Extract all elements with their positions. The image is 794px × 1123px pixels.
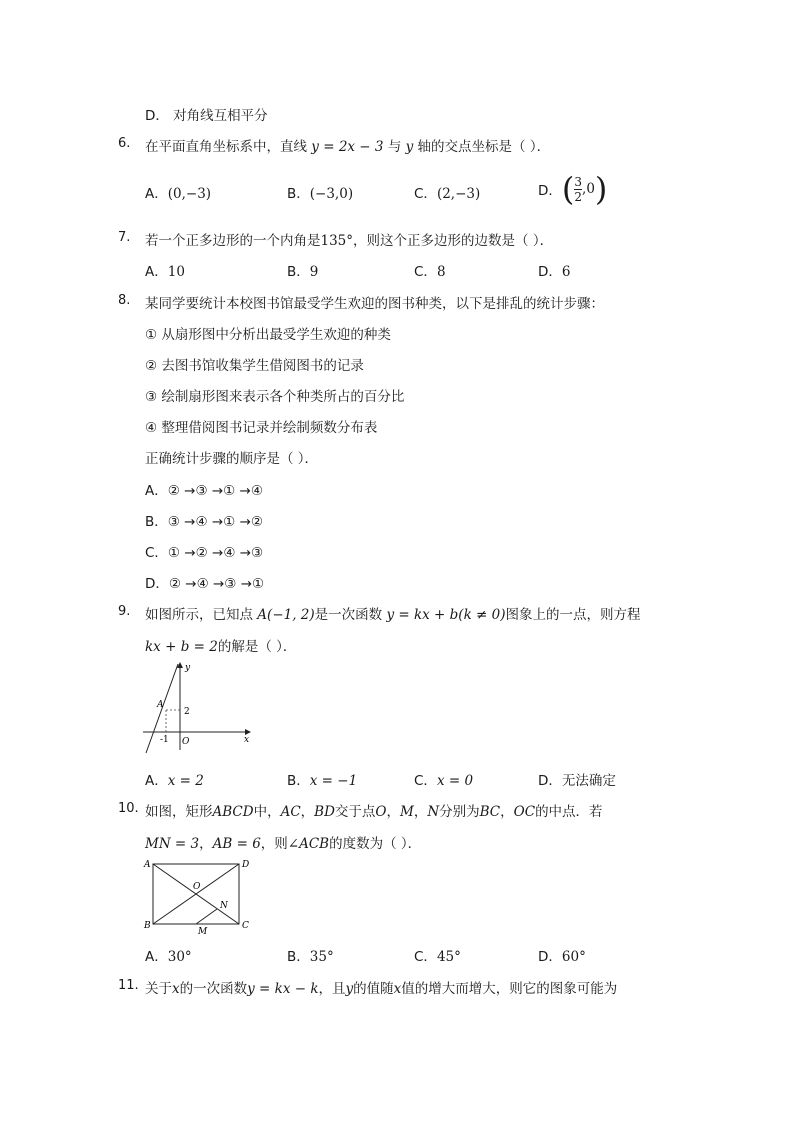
q10-option-b: B．35°	[287, 949, 334, 965]
q10-number: 10.	[118, 801, 139, 816]
q8-number: 8.	[118, 293, 131, 308]
q7-option-c: C．8	[414, 264, 446, 280]
q9-label-2: 2	[184, 707, 190, 717]
q7-stem-pre: 若一个正多边形的一个内角是	[145, 233, 321, 249]
q9-function: y = kx + b(k ≠ 0)	[386, 607, 506, 623]
q6-option-b-value: (−3,0)	[309, 186, 354, 202]
q8-option-b: B．③ →④ →① →②	[145, 514, 263, 530]
q6-option-c-value: (2,−3)	[436, 186, 481, 202]
q9-line-1	[145, 603, 641, 623]
q9-label-x: x	[244, 735, 250, 745]
q8-step-4: ④ 整理借阅图书记录并绘制频数分布表	[145, 420, 378, 436]
q6-stem-pre: 在平面直角坐标系中，直线	[145, 139, 307, 155]
q10-label-c: C	[242, 921, 249, 931]
q7-option-a: A．10	[145, 264, 185, 280]
q6-number: 6.	[118, 136, 131, 151]
q10-option-a: A．30°	[145, 949, 192, 965]
q6-paren-right: )	[594, 170, 608, 208]
q5-option-d: D． 对角线互相平分	[145, 108, 268, 124]
q7-stem	[145, 229, 553, 249]
q6-option-d-label: D．	[538, 183, 562, 199]
q6-frac-tail: ,0	[582, 181, 595, 197]
q6-option-c-label: C．	[414, 186, 437, 202]
q7-option-b: B．9	[287, 264, 319, 280]
q9-option-b: B．x = −1	[287, 773, 358, 789]
q7-option-d: D．6	[538, 264, 571, 280]
q9-point: A(−1, 2)	[257, 607, 315, 623]
q10-option-d: D．60°	[538, 949, 586, 965]
q10-segment-mn	[196, 909, 217, 924]
q9-equation: kx + b = 2	[145, 639, 218, 655]
q6-fraction	[574, 175, 582, 204]
q10-line-2: MN = 3，AB = 6，则∠ACB的度数为（ ）．	[145, 836, 422, 852]
q6-equation: y = 2x − 3	[311, 139, 384, 155]
q6-frac-num: 3	[574, 174, 583, 189]
q9-label-y: y	[185, 663, 191, 673]
q10-option-c: C．45°	[414, 949, 461, 965]
q11-number: 11.	[118, 978, 139, 993]
q6-option-a	[145, 182, 211, 202]
q8-question: 正确统计步骤的顺序是（ ）．	[145, 451, 319, 467]
q6-option-b	[287, 182, 353, 202]
q7-angle: 135°	[320, 233, 354, 249]
q10-label-m: M	[198, 927, 208, 936]
q6-option-a-value: (0,−3)	[167, 186, 212, 202]
q9-line2-post: 的解是（ ）．	[217, 639, 297, 655]
q10-label-a: A	[144, 860, 151, 870]
q6-option-a-label: A．	[145, 186, 168, 202]
q9-label-o: O	[182, 737, 190, 747]
q7-number: 7.	[118, 230, 131, 245]
q6-axis: y	[405, 139, 414, 155]
q6-stem-post: 轴的交点坐标是（ ）．	[417, 139, 551, 155]
q6-paren-left: (	[561, 170, 575, 208]
q6-option-c	[414, 182, 480, 202]
q8-option-a: A．② →③ →① →④	[145, 483, 263, 499]
q10-label-d: D	[242, 860, 250, 870]
q9-label-neg1: -1	[160, 735, 169, 745]
q10-figure	[140, 856, 260, 936]
q9-line1-pre: 如图所示，已知点	[145, 607, 253, 623]
q10-label-n: N	[220, 901, 228, 911]
q9-line-2	[145, 635, 296, 655]
q11-stem: 关于x的一次函数y = kx − k，且y的值随x值的增大而增大，则它的图象可能为	[145, 981, 618, 997]
q8-option-c: C．① →② →④ →③	[145, 545, 264, 561]
q8-step-1: ① 从扇形图中分析出最受学生欢迎的种类	[145, 327, 391, 343]
q10-label-b: B	[144, 921, 151, 931]
q8-stem: 某同学要统计本校图书馆最受学生欢迎的图书种类，以下是排乱的统计步骤：	[145, 296, 604, 312]
q6-stem-mid: 与	[387, 139, 402, 155]
q9-option-d: D．无法确定	[538, 773, 616, 789]
q6-stem	[145, 135, 550, 155]
q9-number: 9.	[118, 604, 131, 619]
q6-frac-den: 2	[574, 189, 583, 204]
q8-option-d: D．② →④ →③ →①	[145, 576, 265, 592]
q8-step-2: ② 去图书馆收集学生借阅图书的记录	[145, 358, 364, 374]
q9-option-c: C．x = 0	[414, 773, 474, 789]
q9-line1-mid: 是一次函数	[314, 607, 383, 623]
q6-option-d	[538, 170, 607, 208]
q10-line-1: 如图，矩形ABCD中，AC，BD交于点O，M，N分别为BC，OC的中点．若	[145, 804, 603, 820]
q6-option-b-label: B．	[287, 186, 310, 202]
q9-line1-post: 图象上的一点，则方程	[505, 607, 641, 623]
q9-figure	[140, 660, 255, 755]
q9-option-a: A．x = 2	[145, 773, 204, 789]
q7-stem-post: ，则这个正多边形的边数是（ ）．	[353, 233, 554, 249]
q10-label-o: O	[193, 882, 201, 892]
q9-label-a: A	[157, 700, 164, 710]
q8-step-3: ③ 绘制扇形图来表示各个种类所占的百分比	[145, 389, 405, 405]
